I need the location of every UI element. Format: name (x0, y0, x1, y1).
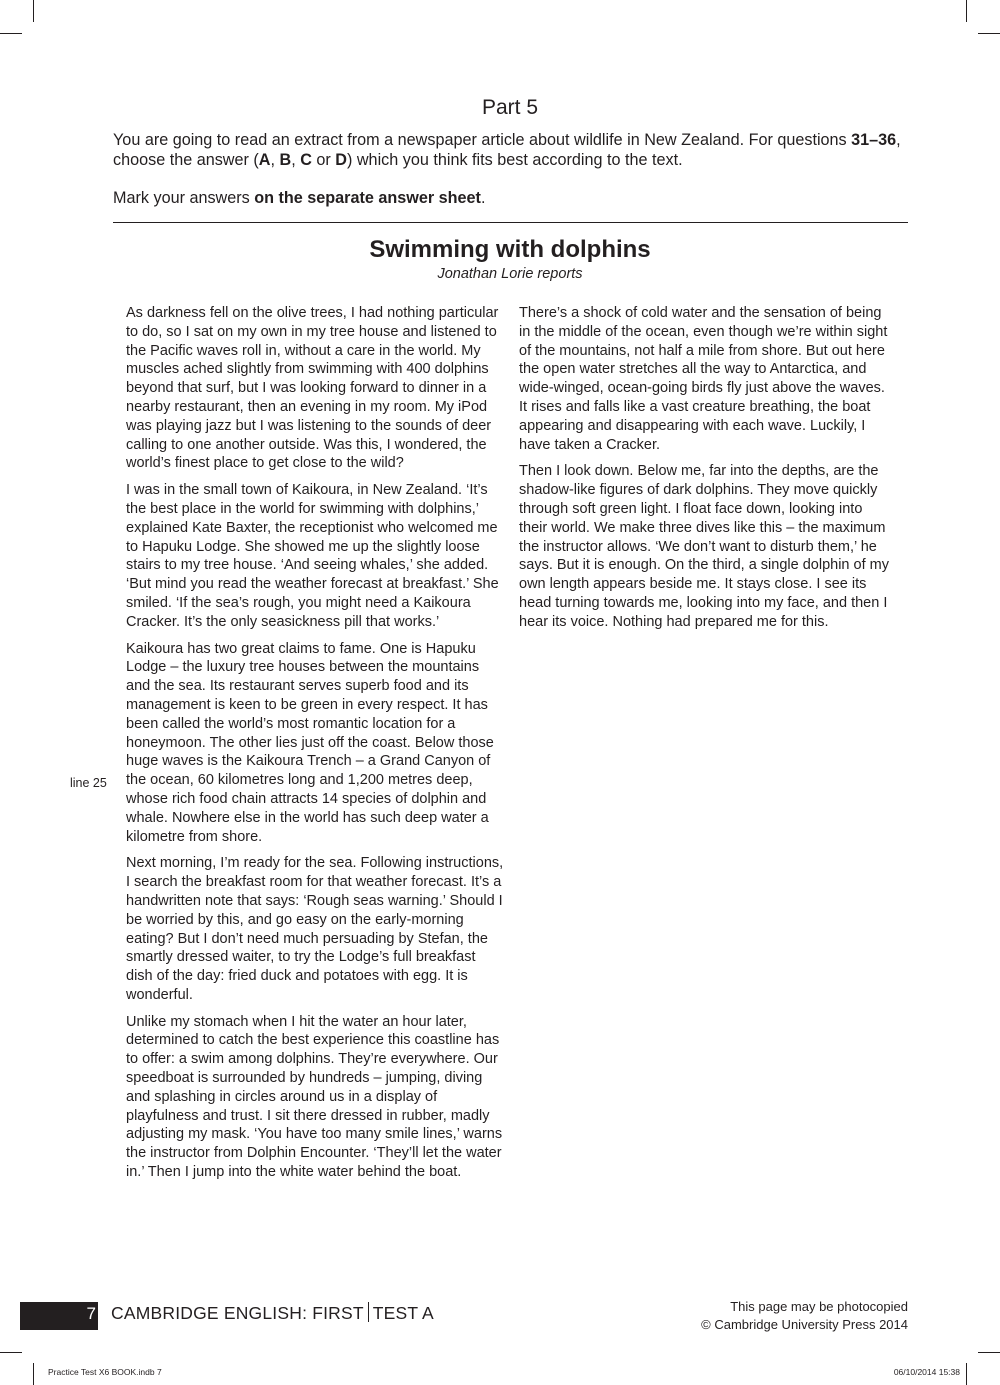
line-marker: line 25 (70, 776, 107, 790)
copyright-block (701, 1298, 908, 1334)
separator: , (291, 150, 301, 169)
article-column-1 (126, 304, 506, 1190)
paragraph: As darkness fell on the olive trees, I had nothing particular to do, so I sat on my own in my tree house and listened to the Pacific waves roll in, without a care in the world. My muscles ached slightly from swimming with 400 dolphins beyond that surf, but I was looking forward to dinner in a nearby restaurant, then an evening in my room. My iPod was playing jazz but I was listening to the sounds of deer calling to one another outside. Was this, I wondered, the world’s finest place to get close to the wild? (126, 305, 499, 472)
article-title: Swimming with dolphins (369, 236, 651, 263)
paragraph: Kaikoura has two great claims to fame. One is Hapuku Lodge – the luxury tree houses between the mountains and the sea. Its restaurant serves superb food and its management is keen to be green in every respect. It has been called the world’s most romantic location for a honeymoon. The other lies just off the coast. Below those huge waves is the Kaikoura Trench – a Grand Canyon of the ocean, 60 kilometres long and 1,200 metres deep, whose rich food chain attracts 14 species of dolphin and whale. Nowhere else in the world has such deep water a kilometre from shore. (126, 640, 494, 845)
title-separator (368, 1302, 369, 1322)
article-column-2 (519, 304, 889, 640)
photocopy-note: This page may be photocopied (730, 1299, 908, 1314)
option-label: B (279, 150, 292, 169)
paragraph: Next morning, I’m ready for the sea. Following instructions, I search the breakfast room for that weather forecast. It’s a handwritten note that says: ‘Rough seas warning.’ Should I be worried by this, and go easy on the early-morning eating? But I don’t need much persuading by Stefan, the smartly dressed waiter, to try the Lodge’s full breakfast dish of the day: fried duck and potatoes with egg. It is wonderful. (126, 855, 504, 1003)
paragraph: Then I look down. Below me, far into the depths, are the shadow-like figures of dark dolphins. They move quickly through soft green light. I float face down, looking into their world. We make three dives like this – the maximum the instructor allows. ‘We don’t want to disturb them,’ he says. But it is enough. On the third, a single dolphin of my own length appears beside me. It stays close. I see its head turning towards me, looking into my face, and then I hear its voice. Nothing had prepared me for this. (519, 463, 889, 630)
separator: , (270, 150, 280, 169)
answer-sheet-instruction (113, 189, 913, 209)
article-byline: Jonathan Lorie reports (437, 266, 583, 282)
instructions (113, 131, 913, 170)
page-number: 7 (86, 1304, 96, 1323)
crop-mark (0, 1352, 22, 1353)
paragraph: I was in the small town of Kaikoura, in New Zealand. ‘It’s the best place in the world for swimming with dolphins,’ explained Kate Baxter, the receptionist who welcomed me to Hapuku Lodge. She showed me up the slightly loose stairs to my tree house. ‘And seeing whales,’ she added. ‘But mind you read the weather forecast at breakfast.’ She smiled. ‘If the sea’s rough, you might need a Kaikoura Cracker. It’s the only seasickness pill that works.’ (126, 482, 499, 630)
book-title (111, 1302, 434, 1324)
option-label: C (300, 150, 312, 169)
paragraph: There’s a shock of cold water and the sensation of being in the middle of the ocean, even though we’re within sight of the mountains, not half a mile from shore. But out here the open water stretches all the way to Antarctica, and wide-winged, ocean-going birds fly just above the waves. It rises and falls like a vast creature breathing, the boat appearing and disappearing with each wave. Luckily, I have taken a Cracker. (519, 305, 888, 453)
crop-mark (0, 33, 22, 34)
instruction-emphasis: on the separate answer sheet (254, 189, 481, 207)
instruction-text: Mark your answers (113, 189, 255, 207)
part-title: Part 5 (481, 96, 539, 119)
paragraph: Unlike my stomach when I hit the water an hour later, determined to catch the best experience this coastline has to offer: a swim among dolphins. They’re everywhere. Our speedboat is surrounded by hundreds – jumping, diving and splashing in circles around us in a display of playfulness and trust. I sit there dressed in rubber, madly adjusting my mask. ‘You have too many smile lines,’ warns the instructor from Dolphin Encounter. ‘They’ll let the water in.’ Then I jump into the white water behind the boat. (126, 1013, 503, 1181)
instruction-text: You are going to read an extract from a newspaper article about wildlife in New Zealand. For questions (113, 131, 852, 149)
crop-mark (966, 0, 967, 22)
copyright-text: © Cambridge University Press 2014 (701, 1317, 908, 1332)
print-slug-date: 06/10/2014 15:38 (893, 1367, 960, 1377)
book-title-test: TEST A (372, 1303, 434, 1323)
instruction-text: ) which you think fits best according to the text. (346, 150, 683, 169)
book-title-main: CAMBRIDGE ENGLISH: FIRST (111, 1303, 364, 1323)
instruction-text: . (480, 189, 486, 207)
option-label: D (335, 150, 347, 169)
question-range: 31–36 (851, 131, 897, 149)
instruction-text: , choose the answer ( (113, 131, 901, 169)
crop-mark (978, 1352, 1000, 1353)
crop-mark (33, 1363, 34, 1385)
option-label: A (258, 150, 271, 169)
crop-mark (33, 0, 34, 22)
print-slug-file: Practice Test X6 BOOK.indb 7 (48, 1367, 162, 1377)
separator: or (311, 150, 336, 169)
crop-mark (966, 1363, 967, 1385)
crop-mark (978, 33, 1000, 34)
divider (113, 222, 908, 223)
